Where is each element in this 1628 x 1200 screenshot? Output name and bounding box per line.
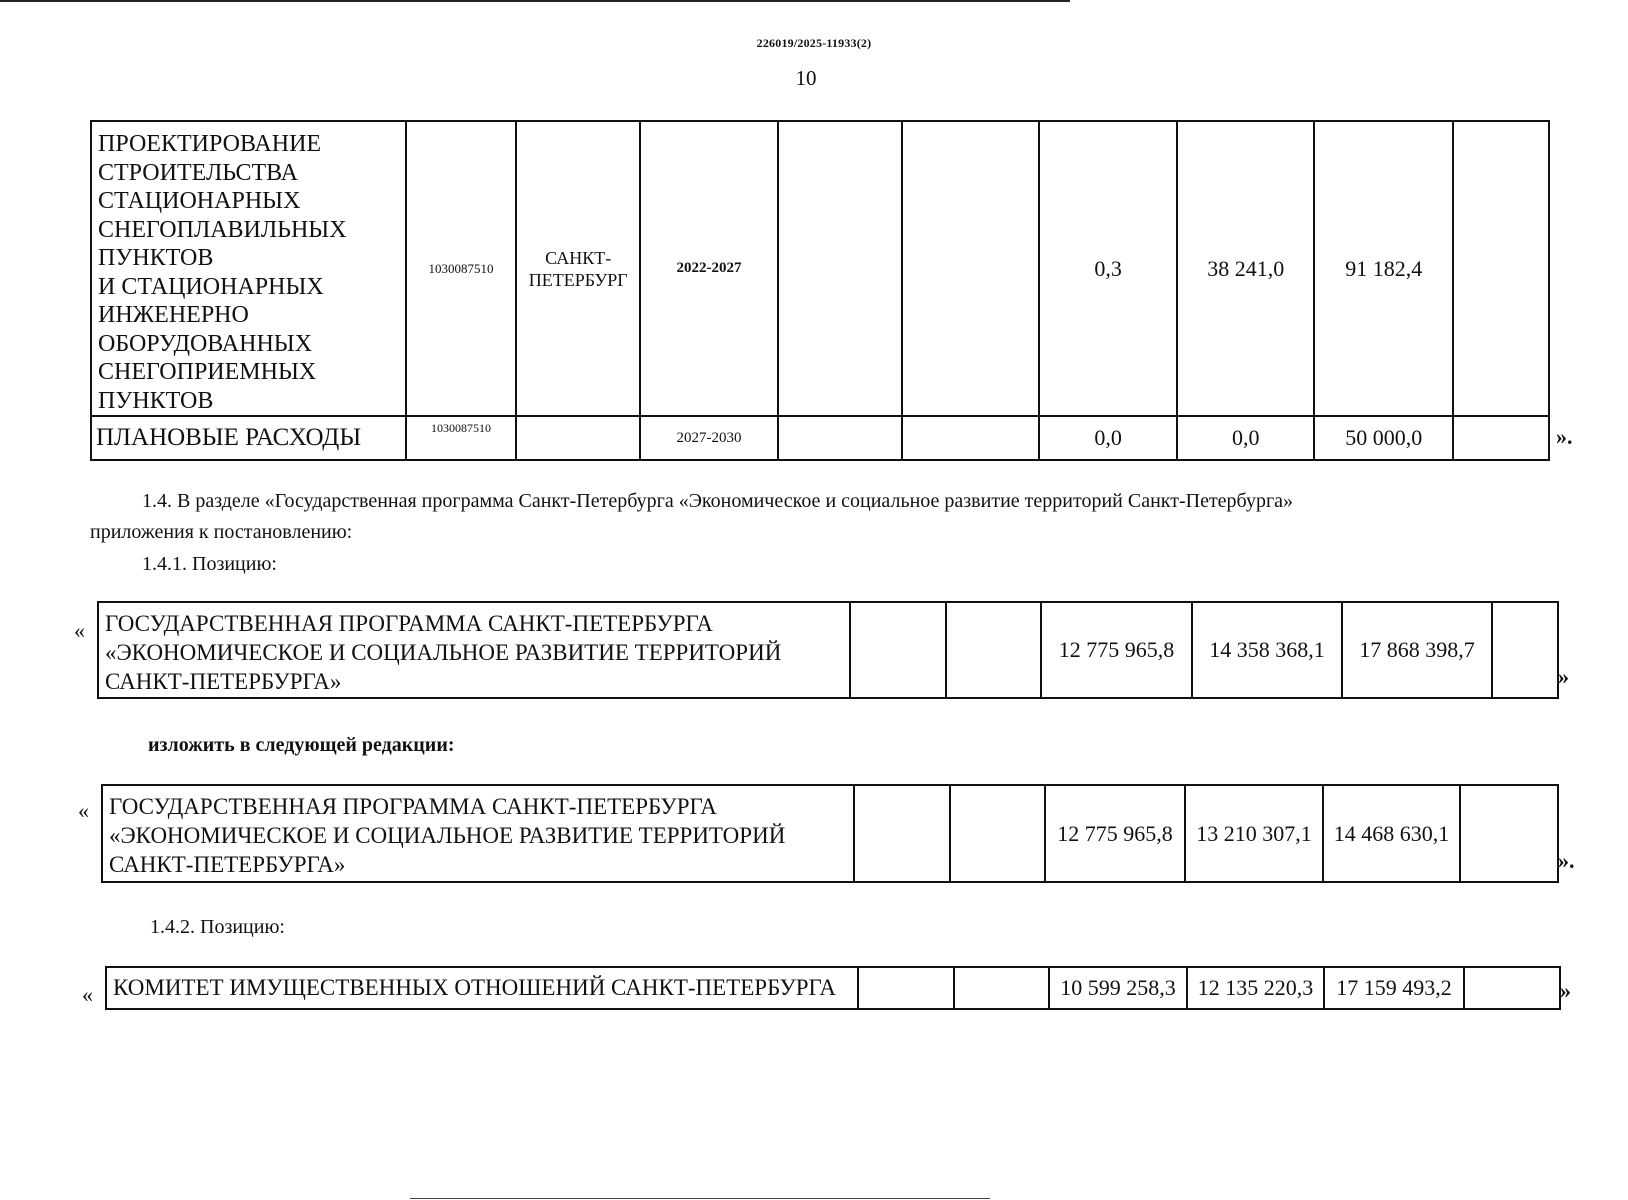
empty-cell xyxy=(950,785,1045,882)
program-name-line: «ЭКОНОМИЧЕСКОЕ И СОЦИАЛЬНОЕ РАЗВИТИЕ ТЕРРИТОРИЙ xyxy=(109,823,786,848)
paragraph-1-4: 1.4. В разделе «Государственная программа Санкт-Петербурга «Экономическое и социальное развитие территорий Санкт-Петербурга» xyxy=(142,490,1294,512)
value-cell: 12 135 220,3 xyxy=(1187,967,1324,1009)
program-name-cell xyxy=(98,602,850,698)
value-cell: 50 000,0 xyxy=(1314,416,1453,460)
value-cell: 17 159 493,2 xyxy=(1324,967,1464,1009)
empty-cell xyxy=(902,416,1040,460)
item-name-cell xyxy=(91,121,406,416)
closing-quote: ». xyxy=(1558,848,1575,873)
closing-quote: » xyxy=(1560,978,1571,1003)
expenses-table xyxy=(90,120,1550,461)
program-table-old xyxy=(97,601,1559,699)
item-name-line: ОБОРУДОВАННЫХ xyxy=(98,330,313,357)
opening-quote: « xyxy=(78,798,89,823)
value-cell: 12 775 965,8 xyxy=(1041,602,1192,698)
closing-quote: » xyxy=(1558,664,1569,689)
program-table-new xyxy=(101,784,1559,883)
value-cell: 0,3 xyxy=(1039,121,1177,416)
closing-quote: ». xyxy=(1556,424,1573,449)
table-row xyxy=(106,967,1560,1009)
program-name-line: САНКТ-ПЕТЕРБУРГА» xyxy=(109,852,346,877)
empty-cell xyxy=(778,121,902,416)
empty-cell xyxy=(858,967,954,1009)
program-name-line: ГОСУДАРСТВЕННАЯ ПРОГРАММА САНКТ-ПЕТЕРБУРГА xyxy=(105,611,713,636)
period-cell: 2022-2027 xyxy=(640,121,778,416)
empty-cell xyxy=(1492,602,1558,698)
period-cell: 2027-2030 xyxy=(640,416,778,460)
program-name-cell xyxy=(102,785,854,882)
value-cell: 14 468 630,1 xyxy=(1323,785,1460,882)
opening-quote: « xyxy=(82,982,93,1007)
item-name-line: СНЕГОПЛАВИЛЬНЫХ xyxy=(98,216,347,243)
scan-edge-top xyxy=(0,0,1070,2)
page-number: 10 xyxy=(795,66,817,90)
document-id: 226019/2025-11933(2) xyxy=(756,36,872,50)
paragraph-1-4-cont: приложения к постановлению: xyxy=(90,521,353,543)
region-line: САНКТ- xyxy=(545,247,612,268)
program-name-line: САНКТ-ПЕТЕРБУРГА» xyxy=(105,669,342,694)
table-row xyxy=(91,416,1549,460)
subsection-1-4-1: 1.4.1. Позицию: xyxy=(142,553,277,575)
table-row xyxy=(91,121,1549,416)
item-name-cell: ПЛАНОВЫЕ РАСХОДЫ xyxy=(91,416,406,460)
value-cell: 10 599 258,3 xyxy=(1049,967,1187,1009)
value-cell: 0,0 xyxy=(1177,416,1315,460)
committee-name-cell: КОМИТЕТ ИМУЩЕСТВЕННЫХ ОТНОШЕНИЙ САНКТ-ПЕТЕРБУРГА xyxy=(106,967,858,1009)
empty-cell xyxy=(902,121,1040,416)
value-cell: 13 210 307,1 xyxy=(1185,785,1323,882)
region-cell xyxy=(516,121,640,416)
value-cell: 0,0 xyxy=(1039,416,1177,460)
item-name-line: ПРОЕКТИРОВАНИЕ xyxy=(98,131,322,157)
empty-cell xyxy=(1453,121,1549,416)
table-row xyxy=(98,602,1558,698)
region-line: ПЕТЕРБУРГ xyxy=(528,269,628,290)
empty-cell xyxy=(946,602,1041,698)
empty-cell xyxy=(850,602,946,698)
value-cell: 91 182,4 xyxy=(1314,121,1453,416)
committee-table xyxy=(105,966,1561,1010)
empty-cell xyxy=(778,416,902,460)
value-cell: 38 241,0 xyxy=(1177,121,1315,416)
subsection-1-4-2: 1.4.2. Позицию: xyxy=(150,916,285,938)
edit-instruction: изложить в следующей редакции: xyxy=(148,734,455,756)
empty-cell xyxy=(1453,416,1549,460)
empty-cell xyxy=(1460,785,1558,882)
item-name-line: ПУНКТОВ xyxy=(98,387,214,414)
empty-cell xyxy=(516,416,640,460)
value-cell: 14 358 368,1 xyxy=(1192,602,1342,698)
budget-code-cell: 1030087510 xyxy=(406,416,516,460)
scan-edge-bottom xyxy=(410,1198,990,1199)
opening-quote: « xyxy=(74,618,85,643)
item-name-line: ИНЖЕНЕРНО xyxy=(98,302,249,328)
table-row xyxy=(102,785,1558,882)
item-name-line: СНЕГОПРИЕМНЫХ xyxy=(98,359,317,385)
program-name-line: «ЭКОНОМИЧЕСКОЕ И СОЦИАЛЬНОЕ РАЗВИТИЕ ТЕРРИТОРИЙ xyxy=(105,640,782,665)
item-name-line: СТАЦИОНАРНЫХ xyxy=(98,188,301,214)
item-name-line: ПУНКТОВ xyxy=(98,245,214,271)
item-name-line: СТРОИТЕЛЬСТВА xyxy=(98,159,298,186)
item-name-line: И СТАЦИОНАРНЫХ xyxy=(98,273,324,300)
empty-cell xyxy=(954,967,1049,1009)
value-cell: 17 868 398,7 xyxy=(1342,602,1492,698)
program-name-line: ГОСУДАРСТВЕННАЯ ПРОГРАММА САНКТ-ПЕТЕРБУРГА xyxy=(109,794,717,819)
budget-code-cell: 1030087510 xyxy=(406,121,516,416)
empty-cell xyxy=(1464,967,1560,1009)
value-cell: 12 775 965,8 xyxy=(1045,785,1185,882)
empty-cell xyxy=(854,785,950,882)
